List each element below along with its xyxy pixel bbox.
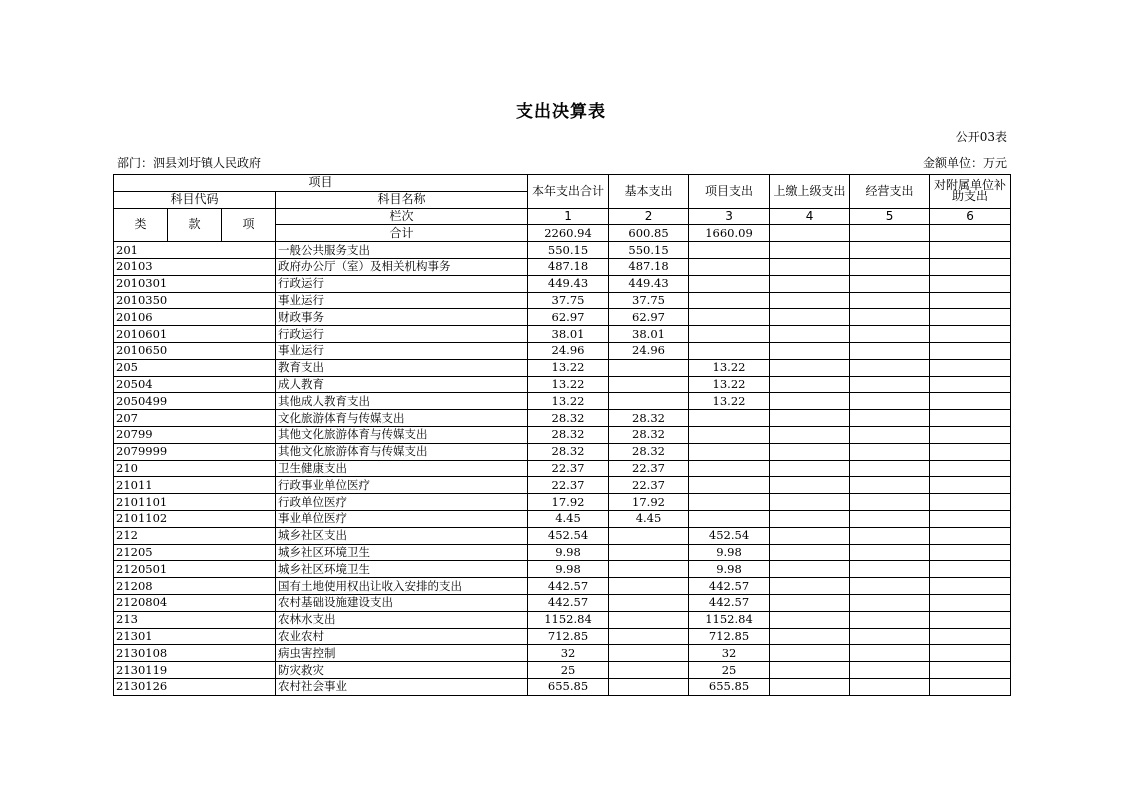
subject-name-cell: 一般公共服务支出 — [276, 242, 528, 259]
subsidy-expense-cell — [930, 678, 1011, 695]
project-expense-cell — [689, 275, 770, 292]
table-row — [114, 594, 1011, 611]
project-expense-cell — [689, 510, 770, 527]
business-expense-cell — [850, 242, 930, 259]
table-row — [114, 628, 1011, 645]
upper-expense-cell — [770, 662, 850, 679]
project-expense-cell — [689, 443, 770, 460]
upper-expense-cell — [770, 510, 850, 527]
table-row — [114, 309, 1011, 326]
amount-unit-label: 金额单位：万元 — [922, 156, 1007, 170]
business-expense-cell — [850, 611, 930, 628]
table-row — [114, 662, 1011, 679]
total-expense-cell: 655.85 — [528, 678, 609, 695]
basic-expense-cell: 28.32 — [609, 410, 689, 427]
header-item: 项目 — [114, 175, 528, 192]
total-cell-2: 600.85 — [609, 225, 689, 242]
subject-name-cell: 卫生健康支出 — [276, 460, 528, 477]
business-expense-cell — [850, 628, 930, 645]
total-expense-cell: 4.45 — [528, 510, 609, 527]
subject-code-cell: 2101101 — [114, 494, 276, 511]
basic-expense-cell: 487.18 — [609, 258, 689, 275]
header-row-3 — [114, 208, 1011, 225]
business-expense-cell — [850, 393, 930, 410]
subject-name-cell: 国有土地使用权出让收入安排的支出 — [276, 578, 528, 595]
basic-expense-cell: 449.43 — [609, 275, 689, 292]
total-expense-cell: 13.22 — [528, 376, 609, 393]
subject-code-cell: 2010350 — [114, 292, 276, 309]
header-lei: 类 — [114, 208, 168, 242]
upper-expense-cell — [770, 326, 850, 343]
subject-name-cell: 城乡社区支出 — [276, 527, 528, 544]
expenditure-table — [113, 174, 1011, 696]
upper-expense-cell — [770, 426, 850, 443]
table-row — [114, 544, 1011, 561]
total-expense-cell: 712.85 — [528, 628, 609, 645]
basic-expense-cell: 22.37 — [609, 477, 689, 494]
upper-expense-cell — [770, 561, 850, 578]
upper-expense-cell — [770, 594, 850, 611]
subject-name-cell: 防灾救灾 — [276, 662, 528, 679]
col-number-4: 4 — [770, 208, 850, 225]
subject-code-cell: 212 — [114, 527, 276, 544]
basic-expense-cell — [609, 359, 689, 376]
subject-name-cell: 政府办公厅（室）及相关机构事务 — [276, 258, 528, 275]
subject-code-cell: 20103 — [114, 258, 276, 275]
subsidy-expense-cell — [930, 645, 1011, 662]
subject-code-cell: 2010301 — [114, 275, 276, 292]
project-expense-cell — [689, 326, 770, 343]
subject-code-cell: 21205 — [114, 544, 276, 561]
project-expense-cell — [689, 309, 770, 326]
subject-code-cell: 2010601 — [114, 326, 276, 343]
table-row — [114, 359, 1011, 376]
table-row — [114, 645, 1011, 662]
total-expense-cell: 38.01 — [528, 326, 609, 343]
subject-code-cell: 2079999 — [114, 443, 276, 460]
upper-expense-cell — [770, 376, 850, 393]
subject-code-cell: 21011 — [114, 477, 276, 494]
header-col-basic: 基本支出 — [609, 175, 689, 209]
upper-expense-cell — [770, 544, 850, 561]
subject-name-cell: 病虫害控制 — [276, 645, 528, 662]
basic-expense-cell — [609, 561, 689, 578]
total-expense-cell: 62.97 — [528, 309, 609, 326]
business-expense-cell — [850, 326, 930, 343]
header-col-subsidy: 对附属单位补助支出 — [930, 175, 1011, 209]
total-cell-5 — [850, 225, 930, 242]
basic-expense-cell: 37.75 — [609, 292, 689, 309]
subsidy-expense-cell — [930, 611, 1011, 628]
col-number-1: 1 — [528, 208, 609, 225]
subject-name-cell: 农业农村 — [276, 628, 528, 645]
project-expense-cell: 9.98 — [689, 561, 770, 578]
total-expense-cell: 37.75 — [528, 292, 609, 309]
project-expense-cell — [689, 258, 770, 275]
subject-code-cell: 21208 — [114, 578, 276, 595]
subject-name-cell: 城乡社区环境卫生 — [276, 561, 528, 578]
upper-expense-cell — [770, 275, 850, 292]
subject-code-cell: 2120804 — [114, 594, 276, 611]
basic-expense-cell — [609, 662, 689, 679]
business-expense-cell — [850, 342, 930, 359]
subject-code-cell: 207 — [114, 410, 276, 427]
basic-expense-cell: 62.97 — [609, 309, 689, 326]
subsidy-expense-cell — [930, 628, 1011, 645]
subject-code-cell: 20799 — [114, 426, 276, 443]
subsidy-expense-cell — [930, 292, 1011, 309]
project-expense-cell: 442.57 — [689, 578, 770, 595]
upper-expense-cell — [770, 477, 850, 494]
subsidy-expense-cell — [930, 359, 1011, 376]
header-col-business: 经营支出 — [850, 175, 930, 209]
subject-code-cell: 201 — [114, 242, 276, 259]
business-expense-cell — [850, 510, 930, 527]
total-expense-cell: 17.92 — [528, 494, 609, 511]
header-col-total: 本年支出合计 — [528, 175, 609, 209]
subject-name-cell: 事业运行 — [276, 292, 528, 309]
basic-expense-cell — [609, 645, 689, 662]
subject-name-cell: 教育支出 — [276, 359, 528, 376]
total-expense-cell: 24.96 — [528, 342, 609, 359]
project-expense-cell: 13.22 — [689, 393, 770, 410]
subsidy-expense-cell — [930, 561, 1011, 578]
business-expense-cell — [850, 594, 930, 611]
upper-expense-cell — [770, 258, 850, 275]
col-number-2: 2 — [609, 208, 689, 225]
subsidy-expense-cell — [930, 326, 1011, 343]
business-expense-cell — [850, 410, 930, 427]
business-expense-cell — [850, 258, 930, 275]
basic-expense-cell — [609, 628, 689, 645]
business-expense-cell — [850, 662, 930, 679]
total-expense-cell: 28.32 — [528, 426, 609, 443]
subsidy-expense-cell — [930, 510, 1011, 527]
subject-name-cell: 其他成人教育支出 — [276, 393, 528, 410]
subject-name-cell: 财政事务 — [276, 309, 528, 326]
business-expense-cell — [850, 527, 930, 544]
subject-name-cell: 成人教育 — [276, 376, 528, 393]
form-number: 公开03表 — [955, 130, 1007, 144]
total-cell-6 — [930, 225, 1011, 242]
total-expense-cell: 487.18 — [528, 258, 609, 275]
project-expense-cell: 452.54 — [689, 527, 770, 544]
project-expense-cell — [689, 292, 770, 309]
total-expense-cell: 9.98 — [528, 544, 609, 561]
col-number-3: 3 — [689, 208, 770, 225]
subject-name-cell: 农林水支出 — [276, 611, 528, 628]
subsidy-expense-cell — [930, 376, 1011, 393]
subject-name-cell: 行政运行 — [276, 275, 528, 292]
project-expense-cell: 13.22 — [689, 376, 770, 393]
table-row — [114, 376, 1011, 393]
subsidy-expense-cell — [930, 342, 1011, 359]
total-cell-4 — [770, 225, 850, 242]
subsidy-expense-cell — [930, 258, 1011, 275]
subsidy-expense-cell — [930, 275, 1011, 292]
table-row — [114, 477, 1011, 494]
subject-name-cell: 行政运行 — [276, 326, 528, 343]
table-row — [114, 275, 1011, 292]
subsidy-expense-cell — [930, 594, 1011, 611]
upper-expense-cell — [770, 578, 850, 595]
subsidy-expense-cell — [930, 309, 1011, 326]
total-expense-cell: 22.37 — [528, 460, 609, 477]
subject-code-cell: 20504 — [114, 376, 276, 393]
upper-expense-cell — [770, 628, 850, 645]
project-expense-cell: 9.98 — [689, 544, 770, 561]
subject-code-cell: 2130108 — [114, 645, 276, 662]
subject-name-cell: 行政单位医疗 — [276, 494, 528, 511]
table-row — [114, 258, 1011, 275]
upper-expense-cell — [770, 292, 850, 309]
project-expense-cell — [689, 410, 770, 427]
project-expense-cell — [689, 477, 770, 494]
basic-expense-cell: 4.45 — [609, 510, 689, 527]
total-expense-cell: 9.98 — [528, 561, 609, 578]
subject-code-cell: 210 — [114, 460, 276, 477]
subject-code-cell: 2120501 — [114, 561, 276, 578]
total-expense-cell: 13.22 — [528, 393, 609, 410]
project-expense-cell: 13.22 — [689, 359, 770, 376]
project-expense-cell — [689, 494, 770, 511]
subject-name-cell: 农村基础设施建设支出 — [276, 594, 528, 611]
basic-expense-cell: 22.37 — [609, 460, 689, 477]
table-row — [114, 460, 1011, 477]
total-expense-cell: 25 — [528, 662, 609, 679]
subject-code-cell: 205 — [114, 359, 276, 376]
header-subject-name: 科目名称 — [276, 191, 528, 208]
project-expense-cell: 655.85 — [689, 678, 770, 695]
table-row — [114, 527, 1011, 544]
business-expense-cell — [850, 645, 930, 662]
subject-name-cell: 城乡社区环境卫生 — [276, 544, 528, 561]
total-expense-cell: 442.57 — [528, 578, 609, 595]
subject-code-cell: 2130126 — [114, 678, 276, 695]
business-expense-cell — [850, 359, 930, 376]
total-cell-3: 1660.09 — [689, 225, 770, 242]
business-expense-cell — [850, 477, 930, 494]
project-expense-cell — [689, 460, 770, 477]
basic-expense-cell — [609, 527, 689, 544]
upper-expense-cell — [770, 309, 850, 326]
total-cell-1: 2260.94 — [528, 225, 609, 242]
business-expense-cell — [850, 309, 930, 326]
basic-expense-cell — [609, 594, 689, 611]
project-expense-cell: 712.85 — [689, 628, 770, 645]
upper-expense-cell — [770, 359, 850, 376]
subject-name-cell: 其他文化旅游体育与传媒支出 — [276, 426, 528, 443]
header-subject-code: 科目代码 — [114, 191, 276, 208]
business-expense-cell — [850, 494, 930, 511]
subsidy-expense-cell — [930, 443, 1011, 460]
table-row — [114, 410, 1011, 427]
project-expense-cell — [689, 242, 770, 259]
subsidy-expense-cell — [930, 393, 1011, 410]
department-label: 部门：泗县刘圩镇人民政府 — [117, 156, 262, 170]
subsidy-expense-cell — [930, 460, 1011, 477]
basic-expense-cell: 28.32 — [609, 443, 689, 460]
business-expense-cell — [850, 460, 930, 477]
basic-expense-cell — [609, 544, 689, 561]
project-expense-cell — [689, 426, 770, 443]
upper-expense-cell — [770, 242, 850, 259]
subject-code-cell: 213 — [114, 611, 276, 628]
subject-name-cell: 事业单位医疗 — [276, 510, 528, 527]
upper-expense-cell — [770, 393, 850, 410]
col-number-5: 5 — [850, 208, 930, 225]
project-expense-cell: 442.57 — [689, 594, 770, 611]
subject-code-cell: 2130119 — [114, 662, 276, 679]
subsidy-expense-cell — [930, 662, 1011, 679]
subject-code-cell: 2101102 — [114, 510, 276, 527]
total-expense-cell: 13.22 — [528, 359, 609, 376]
basic-expense-cell — [609, 376, 689, 393]
subject-code-cell: 2010650 — [114, 342, 276, 359]
table-row — [114, 342, 1011, 359]
basic-expense-cell: 38.01 — [609, 326, 689, 343]
subsidy-expense-cell — [930, 426, 1011, 443]
table-row — [114, 494, 1011, 511]
total-expense-cell: 22.37 — [528, 477, 609, 494]
header-lanci: 栏次 — [276, 208, 528, 225]
upper-expense-cell — [770, 410, 850, 427]
subsidy-expense-cell — [930, 527, 1011, 544]
upper-expense-cell — [770, 342, 850, 359]
business-expense-cell — [850, 292, 930, 309]
subject-name-cell: 农村社会事业 — [276, 678, 528, 695]
subsidy-expense-cell — [930, 544, 1011, 561]
upper-expense-cell — [770, 611, 850, 628]
col-number-6: 6 — [930, 208, 1011, 225]
subject-name-cell: 事业运行 — [276, 342, 528, 359]
upper-expense-cell — [770, 645, 850, 662]
upper-expense-cell — [770, 460, 850, 477]
header-col-project: 项目支出 — [689, 175, 770, 209]
basic-expense-cell: 24.96 — [609, 342, 689, 359]
business-expense-cell — [850, 376, 930, 393]
project-expense-cell: 25 — [689, 662, 770, 679]
table-row — [114, 426, 1011, 443]
basic-expense-cell — [609, 578, 689, 595]
table-row — [114, 326, 1011, 343]
total-expense-cell: 449.43 — [528, 275, 609, 292]
subsidy-expense-cell — [930, 578, 1011, 595]
total-label: 合计 — [276, 225, 528, 242]
basic-expense-cell: 28.32 — [609, 426, 689, 443]
project-expense-cell — [689, 342, 770, 359]
subject-code-cell: 2050499 — [114, 393, 276, 410]
table-row — [114, 510, 1011, 527]
upper-expense-cell — [770, 494, 850, 511]
header-xiang: 项 — [222, 208, 276, 242]
project-expense-cell: 1152.84 — [689, 611, 770, 628]
business-expense-cell — [850, 443, 930, 460]
project-expense-cell: 32 — [689, 645, 770, 662]
subject-name-cell: 其他文化旅游体育与传媒支出 — [276, 443, 528, 460]
header-row-1 — [114, 175, 1011, 192]
header-col-upper: 上缴上级支出 — [770, 175, 850, 209]
total-expense-cell: 1152.84 — [528, 611, 609, 628]
total-expense-cell: 442.57 — [528, 594, 609, 611]
table-row — [114, 443, 1011, 460]
total-expense-cell: 28.32 — [528, 443, 609, 460]
subject-name-cell: 文化旅游体育与传媒支出 — [276, 410, 528, 427]
table-row — [114, 393, 1011, 410]
table-row — [114, 242, 1011, 259]
total-expense-cell: 452.54 — [528, 527, 609, 544]
business-expense-cell — [850, 578, 930, 595]
table-row — [114, 578, 1011, 595]
business-expense-cell — [850, 275, 930, 292]
subsidy-expense-cell — [930, 242, 1011, 259]
total-expense-cell: 32 — [528, 645, 609, 662]
table-row — [114, 678, 1011, 695]
table-row — [114, 611, 1011, 628]
basic-expense-cell — [609, 611, 689, 628]
subject-code-cell: 21301 — [114, 628, 276, 645]
header-kuan: 款 — [168, 208, 222, 242]
table-row — [114, 561, 1011, 578]
table-row — [114, 292, 1011, 309]
subsidy-expense-cell — [930, 477, 1011, 494]
subsidy-expense-cell — [930, 410, 1011, 427]
total-expense-cell: 550.15 — [528, 242, 609, 259]
subsidy-expense-cell — [930, 494, 1011, 511]
page-title: 支出决算表 — [516, 102, 606, 122]
basic-expense-cell — [609, 393, 689, 410]
total-expense-cell: 28.32 — [528, 410, 609, 427]
subject-code-cell: 20106 — [114, 309, 276, 326]
business-expense-cell — [850, 544, 930, 561]
subject-name-cell: 行政事业单位医疗 — [276, 477, 528, 494]
upper-expense-cell — [770, 443, 850, 460]
business-expense-cell — [850, 678, 930, 695]
upper-expense-cell — [770, 678, 850, 695]
upper-expense-cell — [770, 527, 850, 544]
basic-expense-cell — [609, 678, 689, 695]
basic-expense-cell: 550.15 — [609, 242, 689, 259]
business-expense-cell — [850, 426, 930, 443]
business-expense-cell — [850, 561, 930, 578]
basic-expense-cell: 17.92 — [609, 494, 689, 511]
